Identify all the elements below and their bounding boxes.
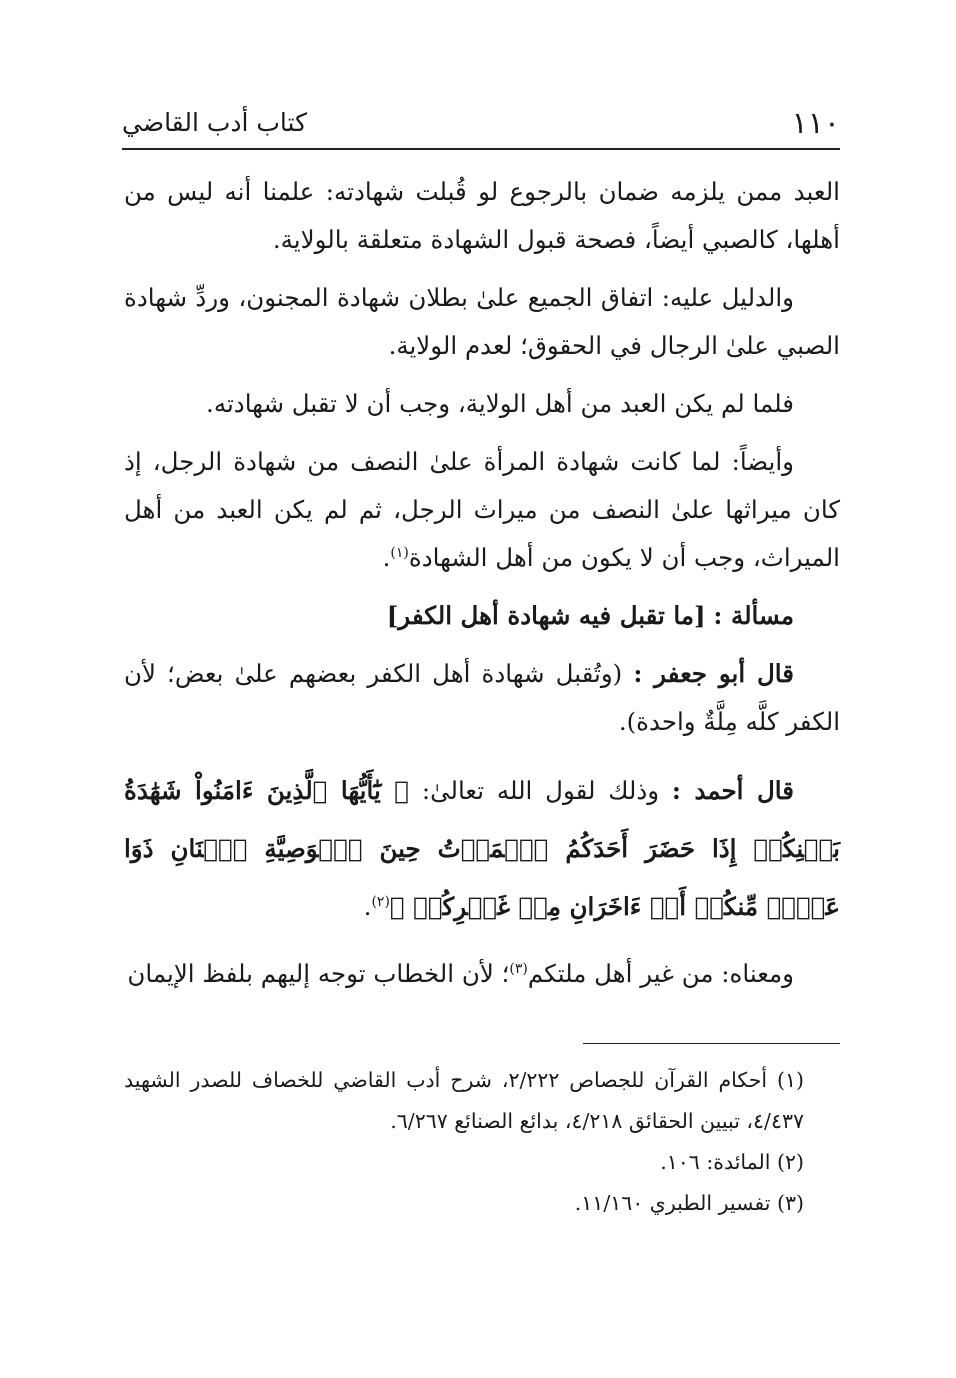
- footnote-2: (٢) المائدة: ١٠٦.: [660, 1150, 804, 1174]
- footnote-ref-2[interactable]: (٢): [371, 893, 390, 910]
- masala-label: مسألة :: [713, 601, 794, 630]
- abu-jafar-speaker: قال أبو جعفر :: [633, 659, 794, 688]
- running-title: كتاب أدب القاضي: [122, 108, 307, 137]
- footnote-ref-3[interactable]: (٣): [509, 960, 528, 977]
- paragraph-4-text: وأيضاً: لما كانت شهادة المرأة علىٰ النصف من شهادة الرجل، إذ كان ميراثها علىٰ النصف من ميراث الرجل، ثم لم يكن العبد من أهل الميراث، وجب أن لا يكون من أهل الشهادة: [124, 447, 840, 572]
- last-paragraph: [124, 950, 840, 998]
- last-paragraph-text-b: ؛ لأن الخطاب توجه إليهم بلفظ الإيمان: [127, 959, 510, 988]
- footnote-1: (١) أحكام القرآن للجصاص ٢/٢٢٢، شرح أدب القاضي للخصاف للصدر الشهيد ٤/٤٣٧، تبيين الحقائق ٤/٢١٨، بدائع الصنائع ٦/٢٦٧.: [124, 1068, 804, 1133]
- masala-heading: [124, 592, 840, 640]
- header-rule: [122, 148, 840, 150]
- masala-title: [ما تقبل فيه شهادة أهل الكفر]: [386, 601, 706, 630]
- ahmad-paragraph: قال أحمد : وذلك لقول الله تعالىٰ: ﴿ يَٰٓأَيُّهَا ٱلَّذِينَ ءَامَنُواْ شَهَٰدَةُ بَيۡنِكُمۡ إِذَا حَضَرَ أَحَدَكُمُ ٱلۡمَوۡتُ حِينَ ٱلۡوَصِيَّةِ ٱثۡنَانِ ذَوَا عَدۡلٖ مِّنكُمۡ أَوۡ ءَاخَرَانِ مِنۡ غَيۡرِكُمۡ ﴾$^{(٢)}$.: [124, 776, 840, 921]
- abu-jafar-paragraph: [124, 650, 840, 746]
- quran-verse: ﴿ يَٰٓأَيُّهَا ٱلَّذِينَ ءَامَنُواْ شَهَٰدَةُ بَيۡنِكُمۡ إِذَا حَضَرَ أَحَدَكُمُ ٱلۡمَوۡتُ حِينَ ٱلۡوَصِيَّةِ ٱثۡنَانِ ذَوَا عَدۡلٖ مِّنكُمۡ أَوۡ ءَاخَرَانِ مِنۡ غَيۡرِكُمۡ ﴾: [124, 776, 840, 921]
- footnote-3: (٣) تفسير الطبري ١١/١٦٠.: [574, 1191, 804, 1215]
- main-text: [124, 168, 840, 998]
- page-header: [122, 100, 840, 150]
- paragraph-4: وأيضاً: لما كانت شهادة المرأة علىٰ النصف من شهادة الرجل، إذ كان ميراثها علىٰ النصف من ميراث الرجل، ثم لم يكن العبد من أهل الميراث، وجب أن لا يكون من أهل الشهادة$^{(١)}$.: [124, 447, 840, 572]
- page-number: ١١٠: [791, 106, 840, 141]
- footnotes: [124, 1060, 840, 1224]
- last-paragraph-text-a: ومعناه: من غير أهل ملتكم: [527, 959, 794, 988]
- ahmad-text: وذلك لقول الله تعالىٰ:: [421, 776, 660, 805]
- footnote-ref-1[interactable]: (١): [390, 544, 409, 561]
- paragraph-2: والدليل عليه: اتفاق الجميع علىٰ بطلان شهادة المجنون، وردِّ شهادة الصبي علىٰ الرجال في الحقوق؛ لعدم الولاية.: [124, 283, 840, 360]
- abu-jafar-text: (وتُقبل شهادة أهل الكفر بعضهم علىٰ بعض؛ لأن الكفر كلَّه مِلَّةٌ واحدة).: [124, 659, 840, 736]
- paragraph-1: العبد ممن يلزمه ضمان بالرجوع لو قُبلت شهادته: علمنا أنه ليس من أهلها، كالصبي أيضاً، فصحة قبول الشهادة متعلقة بالولاية.: [124, 177, 840, 254]
- ahmad-speaker: قال أحمد :: [671, 776, 794, 805]
- paragraph-3: فلما لم يكن العبد من أهل الولاية، وجب أن لا تقبل شهادته.: [206, 389, 794, 418]
- footnote-rule: [583, 1043, 840, 1044]
